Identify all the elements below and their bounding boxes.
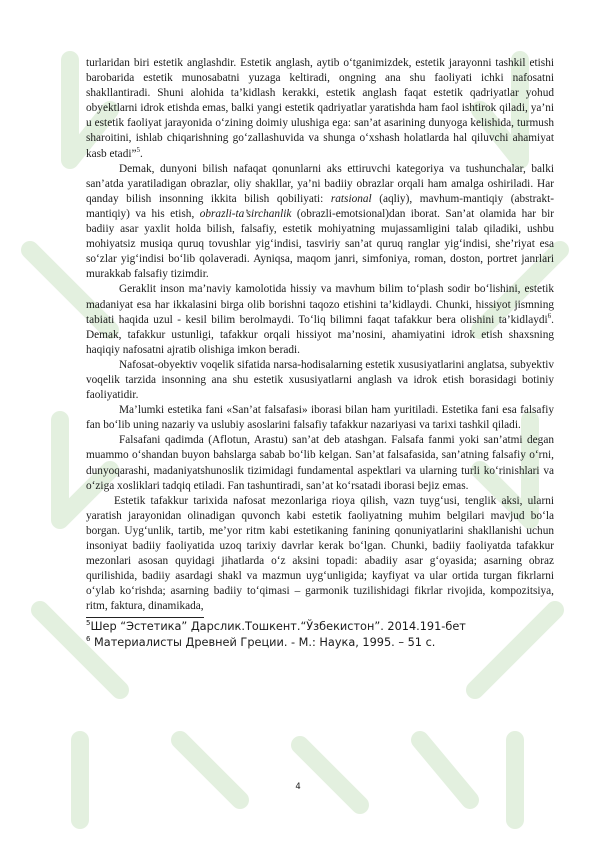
paragraph-2 xyxy=(86,162,554,283)
paragraph-6 xyxy=(86,433,554,493)
footnote-6-text: Материалисты Древней Греции. - М.: Наука, 1995. – 51 с. xyxy=(90,635,436,649)
paragraph-3 xyxy=(86,282,554,357)
footnote-divider xyxy=(86,617,204,618)
footnote-5-mark: 5 xyxy=(86,619,91,628)
footnote-6 xyxy=(86,635,554,650)
page-number: 4 xyxy=(295,781,301,791)
paragraph-4 xyxy=(86,358,554,403)
paragraph-7-text: Estetik tafakkur tarixida nafosat mezonlariga rioya qilish, vazn tuyg‘usi, tenglik aksi, ularni yaratish jarayonidan olinadigan quvonch kabi estetik faoliyatning muhim belgilari mavjud bo‘la borgan. Uyg‘unlik, tartib, me’yor ritm kabi estetikaning fanining qonuniyatlarini shakllanishi uchun insoniyat badiiy faoliyatida uzoq tarixiy davrlar kerak bo‘lgan. Chunki, badiiy faoliyatda tafakkur mezonlari asosan quyidagi jihatlarda o‘z aksini topadi: abadiiy asar g‘oyasida; asarning obraz qurilishida, badiiy asardagi shakl va mazmun uyg‘unligida; kayfiyat va ular ortida turgan fikrlarni o‘ylab ko‘rishda; asarning badiiy to‘qimasi – garmonik tuzilishidagi fikrlar rivojida, kompozitsiya, ritm, faktura, dinamikada, xyxy=(86,494,554,613)
paragraph-3-end: . Demak, tafakkur ustunligi, tafakkur orqali hissiyot ma’nosini, ahamiyatini idrok etish shaxsning haqiqiy nafosatni ajratib olishiga imkon beradi. xyxy=(86,313,554,356)
paragraph-6-text: Falsafani qadimda (Aflotun, Arastu) san’at deb atashgan. Falsafa fanmi yoki san’atmi degan muammo o‘shandan buyon bahslarga sabab bo‘lib kelgan. San’at falsafasida, san’atning falsafiy o‘rni, dunyoqarashi, madaniyatshunoslik tizimidagi fundamental aspektlari va ularning turli ko‘rinishlari va o‘ziga xosliklari tadqiq etiladi. Fan tashuntiradi, san’at ko‘rsatadi iborasi bejiz emas. xyxy=(86,434,554,492)
paragraph-7 xyxy=(86,494,554,615)
footnote-ref-5[interactable]: 5 xyxy=(136,145,140,154)
paragraph-2-text-c: (obrazli-emotsional)dan iborat. San’at olamida har bir badiiy asar yaxlit holda bilish, falsafiy, estetik mohiyatning mujassamligini talab qiladiki, ushbu mohiyatsiz musiqa quruq tovushlar yig‘indisi, tasviriy san’at quruq ranglar yig‘indisi, she’riyat esa so‘zlar yig‘indisi bo‘lib qolaveradi. Ayniqsa, maqom janri, simfoniya, roman, doston, portret janrlari murakkab falsafiy tizimdir. xyxy=(86,207,554,281)
paragraph-3-text: Geraklit inson ma’naviy kamolotida hissiy va mavhum bilim to‘plash sodir bo‘lishini, estetik madaniyat esa har ikkalasini birga olib borishni taqozo etishini ta’kidlaydi. Chunki, hissiyot jismning tabiati haqida uzul - kesil bilim berolmaydi. To‘liq bilimni faqat tafakkur bera olishini ta’kidlaydi xyxy=(86,283,554,326)
paragraph-1-text: turlaridan biri estetik anglashdir. Estetik anglash, aytib o‘tganimizdek, estetik jarayonni tashkil etishi barobarida estetik munosabatni yuzaga keltiradi, ongning ana shu faoliyati ichki nafosatni shakllantiradi. Shuni alohida ta’kidlash kerakki, estetik anglash faqat estetik qadriyatlar yohud obyektlarni idrok etishda emas, balki yangi estetik qadriyatlar yaratishda ham faol ishtirok qiladi, ya’ni u estetik faoliyat jarayonida o‘zining doimiy ulushiga ega: san’at asarining dunyoga kelishida, turmush sharoitini, ishlab chiqarishning go‘zallashuvida va shunga o‘xshash holatlarda hal qiluvchi ahamiyat kasb etadi” xyxy=(86,57,554,160)
paragraph-1-end: . xyxy=(140,147,143,160)
paragraph-5-text: Ma’lumki estetika fani «San’at falsafasi» iborasi bilan ham yuritiladi. Estetika fani esa falsafiy fan bo‘lib uning nazariy va uslubiy asoslarini falsafiy tafakkur nazariyasi va tarixi tashkil qiladi. xyxy=(86,404,554,432)
italic-term-ratsional: ratsional xyxy=(330,192,372,205)
paragraph-2-text-b: (aqliy), mavhum-mantiqiy (abstrakt-mantiqiy) va his etish, xyxy=(86,192,554,220)
footnote-6-mark: 6 xyxy=(86,634,91,643)
paragraph-2-text-a: Demak, dunyoni bilish nafaqat qonunlarni aks ettiruvchi kategoriya va tushunchalar, balki san’atda yaratiladigan obrazlar, oliy shakllar, ya’ni badiiy obrazlar orqali ham amalga oshiriladi. Har qanday bilish insonning ikkita bilish qobiliyati: xyxy=(86,162,554,205)
footnote-5 xyxy=(86,619,554,634)
footnote-ref-6[interactable]: 6 xyxy=(547,311,552,320)
paragraph-5 xyxy=(86,403,554,433)
paragraph-4-text: Nafosat-obyektiv voqelik sifatida narsa-hodisalarning estetik xususiyatlarini anglatsa, subyektiv voqelik tarzida insonning ana shu estetik xususiyatlarni anglash va idrok etish borasidagi botiniy faoliyatidir. xyxy=(86,358,554,402)
document-page xyxy=(86,56,554,650)
paragraph-1 xyxy=(86,56,554,162)
italic-term-obrazli: obrazli-ta’sirchanlik xyxy=(199,207,292,220)
footnote-5-text: Шер “Эстетика” Дарслик.Тошкент.“Ўзбекистон”. 2014.191-бет xyxy=(90,620,466,634)
